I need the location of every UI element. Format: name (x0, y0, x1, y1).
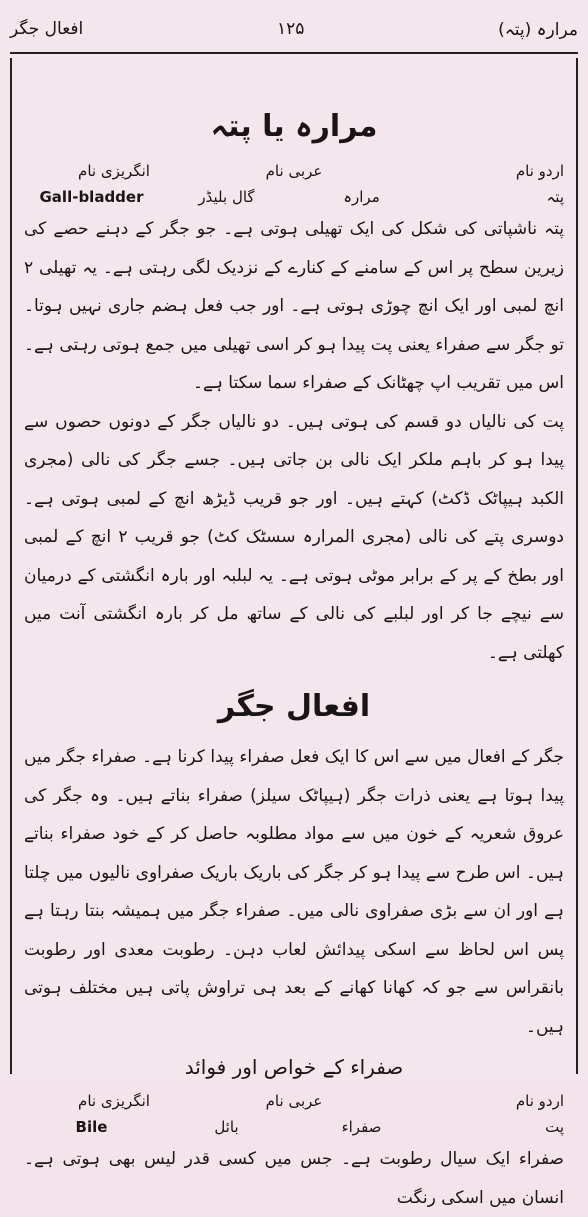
value-arabic-name: مرارہ (343, 188, 380, 206)
bile-value-arabic-name: صفراء (341, 1118, 382, 1136)
paragraph-liver-functions: جگر کے افعال میں سے اس کا ایک فعل صفراء پیدا کرنا ہے۔ صفراء جگر میں پیدا ہوتا ہے یعنی ذرات جگر (ہیپاٹک سیلز) صفراء بناتے ہیں۔ وہ جگر کی عروق شعریہ کے خون میں سے مواد مطلوبہ حاصل کر کے خود صفراء بناتے ہیں۔ اس طرح سے پیدا ہو کر جگر کی باریک باریک صفراوی نالیوں میں چلتا ہے اور ان سے بڑی صفراوی نالی میں۔ صفراء جگر میں ہمیشہ بنتا رہتا ہے پس اس لحاظ سے اسکی پیدائش لعاب دہن۔ رطوبت معدی اور رطوبت بانقراس سے جو کہ کھانا کھانے کے بعد ہی تراوش پاتی ہیں مختلف ہوتی ہیں۔ (24, 747, 564, 1037)
running-header (10, 10, 578, 48)
header-right: مرارہ (پتہ) (498, 19, 578, 40)
paragraph-gallbladder: پتہ ناشپاتی کی شکل کی ایک تھیلی ہوتی ہے۔ جو جگر کے دہنے حصے کی زیرین سطح پر اس کے سامنے کے کنارے کے نزدیک لگی رہتی ہے۔ یہ تھیلی ۲ انچ لمبی اور ایک انچ چوڑی ہوتی ہے۔ اور جب فعل ہضم جاری نہیں ہوتا۔ تو جگر سے صفراء یعنی پت پیدا ہو کر اسی تھیلی میں جمع ہوتی رہتی ہے۔ اس میں تقریب اپ چھٹانک کے صفراء سما سکتا ہے۔ (24, 219, 564, 393)
bile-heading-urdu-name: اردو نام (515, 1092, 564, 1110)
heading-arabic-name: عربی نام (265, 162, 323, 180)
bile-value-urdu-name: پت (545, 1118, 564, 1136)
heading-urdu-name: اردو نام (515, 162, 564, 180)
bile-name-headings-row (24, 1088, 564, 1114)
section-title-bile-properties: صفراء کے خواص اور فوائد (184, 1055, 404, 1079)
paragraph-bile-ducts: پت کی نالیاں دو قسم کی ہوتی ہیں۔ دو نالیاں جگر کے دونوں حصوں سے پیدا ہو کر باہم ملکر ایک نالی بن جاتی ہیں۔ جسے جگر کی نالی (مجری الکبد ہیپاٹک ڈکٹ) کہتے ہیں۔ اور جو قریب ڈیڑھ انچ کے لمبی ہوتی ہے۔ دوسری پتے کی نالی (مجری المرارہ سسٹک کٹ) جو قریب ۲ انچ کے لمبی اور بطخ کے پر کے برابر موٹی ہوتی ہے۔ یہ لبلبہ اور بارہ انگشتی کے درمیان سے نیچے جا کر اور لبلبے کی نالی کے ساتھ مل کر بارہ انگشتی آنت میں کھلتی ہے۔ (24, 411, 564, 663)
section-title-liver-functions: افعال جگر (217, 689, 371, 724)
paragraph-bile: صفراء ایک سیال رطوبت ہے۔ جس میں کسی قدر لیس بھی ہوتی ہے۔ انسان میں اسکی رنگت (24, 1149, 564, 1208)
name-headings-row (24, 158, 564, 184)
value-english-urdu-name: گال بلیڈر (198, 188, 255, 206)
bile-heading-english-name: انگریزی نام (78, 1092, 150, 1110)
page-number: ۱۲۵ (276, 19, 305, 39)
section-title-gallbladder: مرارہ یا پتہ (210, 109, 378, 144)
bile-name-values-row (24, 1114, 564, 1140)
page-content (24, 60, 564, 1217)
value-urdu-name: پتہ (546, 188, 564, 206)
bile-value-english-name: Bile (75, 1118, 108, 1136)
heading-english-name: انگریزی نام (78, 162, 150, 180)
bile-heading-arabic-name: عربی نام (265, 1092, 323, 1110)
header-left: افعال جگر (10, 19, 84, 39)
name-values-row (24, 184, 564, 210)
value-english-name: Gall-bladder (39, 188, 144, 206)
bile-value-english-urdu-name: بائل (214, 1118, 239, 1136)
header-rule (10, 52, 578, 54)
